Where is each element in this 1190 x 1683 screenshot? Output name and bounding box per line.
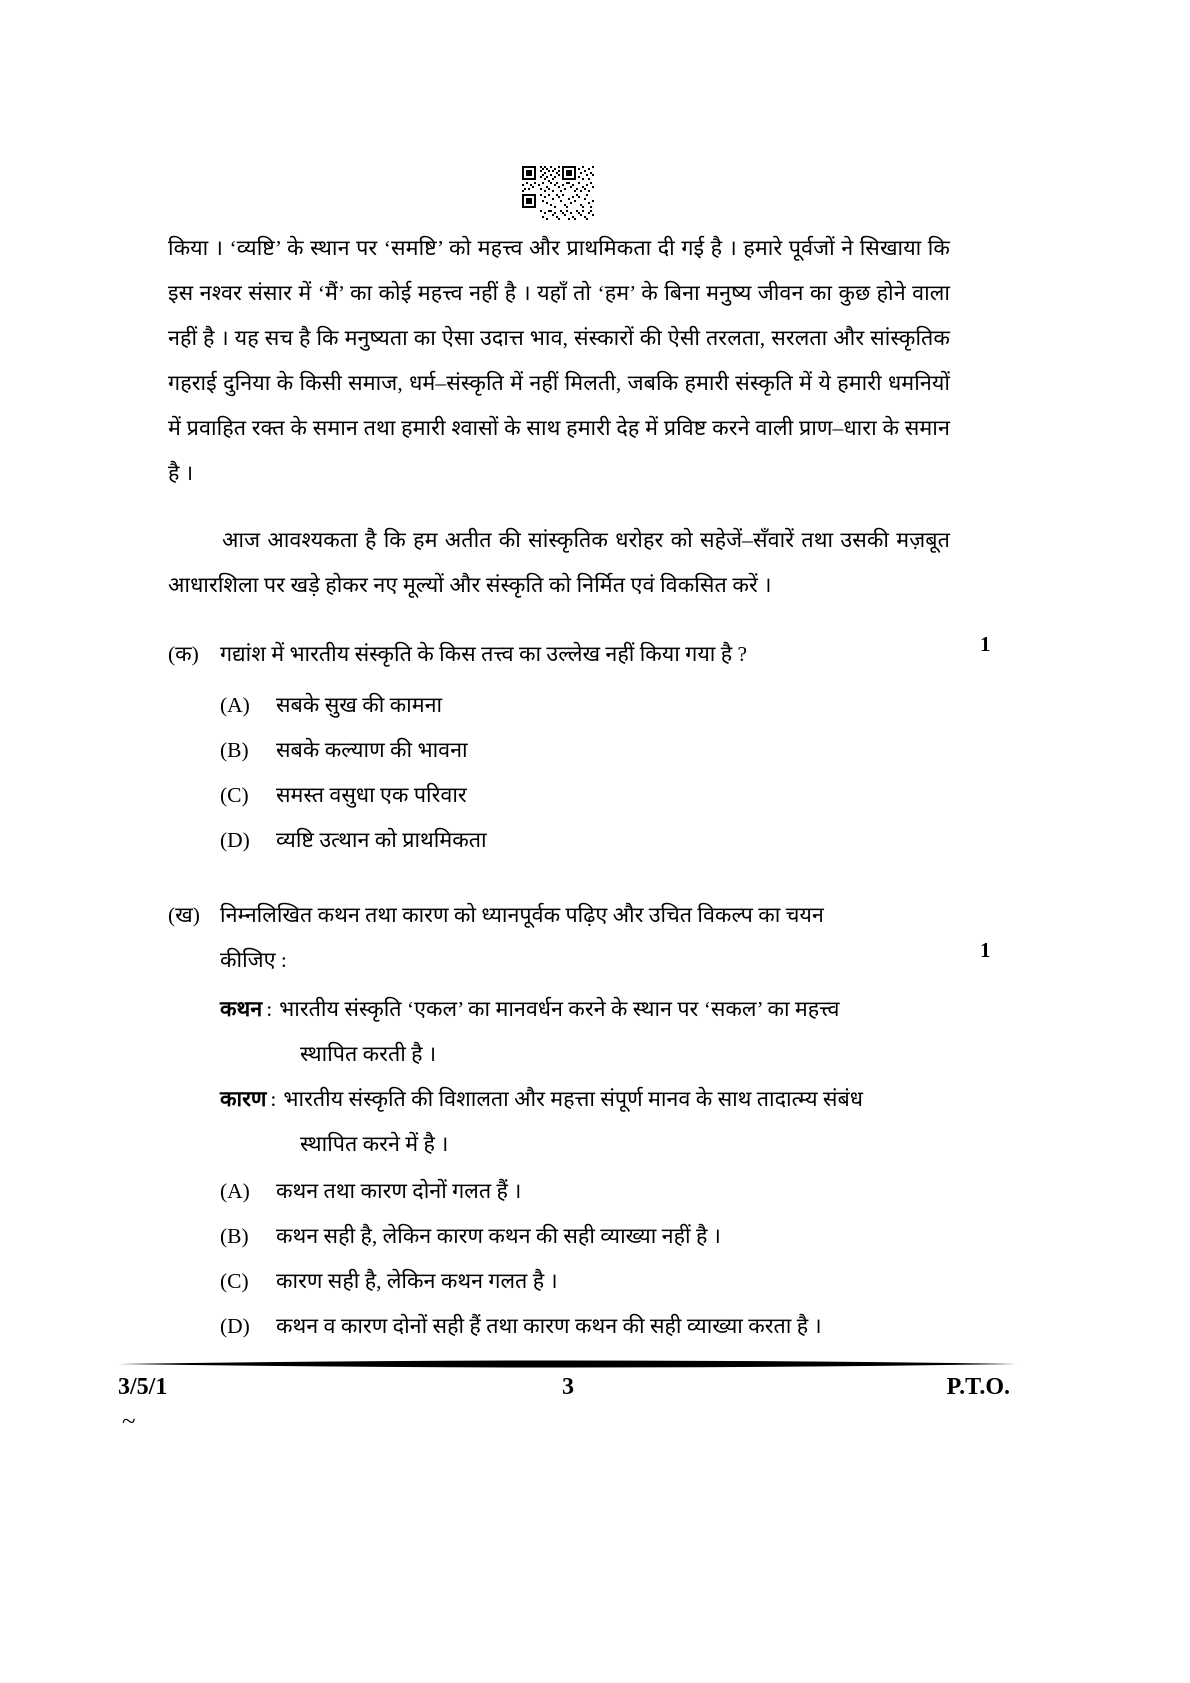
reason-text-line2: स्थापित करने में है । bbox=[300, 1132, 449, 1156]
option-item[interactable] bbox=[220, 1169, 950, 1214]
option-label: कारण सही है, लेकिन कथन गलत है । bbox=[276, 1269, 558, 1293]
option-label: कथन व कारण दोनों सही हैं तथा कारण कथन की सही व्याख्या करता है । bbox=[276, 1314, 822, 1338]
question-kha bbox=[168, 893, 991, 1349]
option-key: (B) bbox=[220, 738, 249, 762]
question-ka-marks: 1 bbox=[980, 632, 991, 656]
option-item[interactable] bbox=[220, 773, 950, 818]
option-key: (B) bbox=[220, 1224, 249, 1248]
option-key: (C) bbox=[220, 1269, 249, 1293]
option-label: कथन सही है, लेकिन कारण कथन की सही व्याख्या नहीं है । bbox=[276, 1224, 721, 1248]
option-label: सबके सुख की कामना bbox=[276, 693, 443, 717]
question-ka bbox=[168, 632, 991, 863]
qr-code-icon bbox=[520, 164, 596, 222]
option-label: व्यष्टि उत्थान को प्राथमिकता bbox=[276, 828, 487, 852]
question-kha-options bbox=[220, 1169, 950, 1349]
question-kha-text-line2: कीजिए : bbox=[220, 948, 287, 972]
option-label: समस्त वसुधा एक परिवार bbox=[276, 783, 467, 807]
option-item[interactable] bbox=[220, 818, 950, 863]
option-label: कथन तथा कारण दोनों गलत हैं । bbox=[276, 1179, 522, 1203]
question-kha-label: (ख) bbox=[168, 903, 200, 927]
reason-row bbox=[220, 1077, 950, 1122]
option-item[interactable] bbox=[220, 1214, 950, 1259]
reason-text-line1: भारतीय संस्कृति की विशालता और महत्ता संपूर्ण मानव के साथ तादात्म्य संबंध bbox=[283, 1087, 863, 1111]
page-number: 3 bbox=[562, 1374, 574, 1400]
option-item[interactable] bbox=[220, 1304, 950, 1349]
option-key: (C) bbox=[220, 783, 249, 807]
pto-label: P.T.O. bbox=[946, 1374, 1010, 1400]
footer-tilde: ~ bbox=[122, 1408, 136, 1435]
reason-key: कारण bbox=[220, 1087, 267, 1111]
question-kha-text: निम्नलिखित कथन तथा कारण को ध्यानपूर्वक पढ़िए और उचित विकल्प का चयन bbox=[220, 903, 824, 927]
paper-code: 3/5/1 bbox=[118, 1374, 168, 1400]
question-ka-label: (क) bbox=[168, 642, 199, 666]
option-item[interactable] bbox=[220, 1259, 950, 1304]
option-key: (D) bbox=[220, 828, 250, 852]
option-key: (A) bbox=[220, 693, 250, 717]
assertion-row bbox=[220, 987, 950, 1032]
reason-colon: : bbox=[270, 1087, 277, 1111]
footer-rule bbox=[118, 1358, 1018, 1370]
option-item[interactable] bbox=[220, 728, 950, 773]
option-key: (A) bbox=[220, 1179, 250, 1203]
question-ka-text: गद्यांश में भारतीय संस्कृति के किस तत्त्व का उल्लेख नहीं किया गया है ? bbox=[220, 642, 748, 666]
assertion-colon: : bbox=[266, 997, 273, 1021]
option-item[interactable] bbox=[220, 683, 950, 728]
question-kha-marks: 1 bbox=[980, 938, 991, 962]
content-column bbox=[168, 226, 991, 1349]
option-label: सबके कल्याण की भावना bbox=[276, 738, 468, 762]
assertion-text-line2: स्थापित करती है । bbox=[300, 1042, 437, 1066]
question-ka-options bbox=[220, 683, 950, 863]
passage-paragraph-1: किया । ‘व्यष्टि’ के स्थान पर ‘समष्टि’ को महत्त्व और प्राथमिकता दी गई है । हमारे पूर्वजों ने सिखाया कि इस नश्वर संसार में ‘मैं’ का कोई महत्त्व नहीं है । यहाँ तो ‘हम’ के बिना मनुष्य जीवन का कुछ होने वाला नहीं है । यह सच है कि मनुष्यता का ऐसा उदात्त भाव, संस्कारों की ऐसी तरलता, सरलता और सांस्कृतिक गहराई दुनिया के किसी समाज, धर्म–संस्कृति में नहीं मिलती, जबकि हमारी संस्कृति में ये हमारी धमनियों में प्रवाहित रक्त के समान तथा हमारी श्वासों के साथ हमारी देह में प्रविष्ट करने वाली प्राण–धारा के समान है । bbox=[168, 236, 950, 485]
assertion-reason-block bbox=[220, 987, 950, 1167]
option-key: (D) bbox=[220, 1314, 250, 1338]
assertion-text-line1: भारतीय संस्कृति ‘एकल’ का मानवर्धन करने के स्थान पर ‘सकल’ का महत्त्व bbox=[279, 997, 840, 1021]
passage-paragraph-2: आज आवश्यकता है कि हम अतीत की सांस्कृतिक धरोहर को सहेजें–सँवारें तथा उसकी मज़बूत आधारशिला पर खड़े होकर नए मूल्यों और संस्कृति को निर्मित एवं विकसित करें । bbox=[168, 528, 950, 597]
assertion-key: कथन bbox=[220, 997, 263, 1021]
page-footer bbox=[118, 1358, 1018, 1401]
